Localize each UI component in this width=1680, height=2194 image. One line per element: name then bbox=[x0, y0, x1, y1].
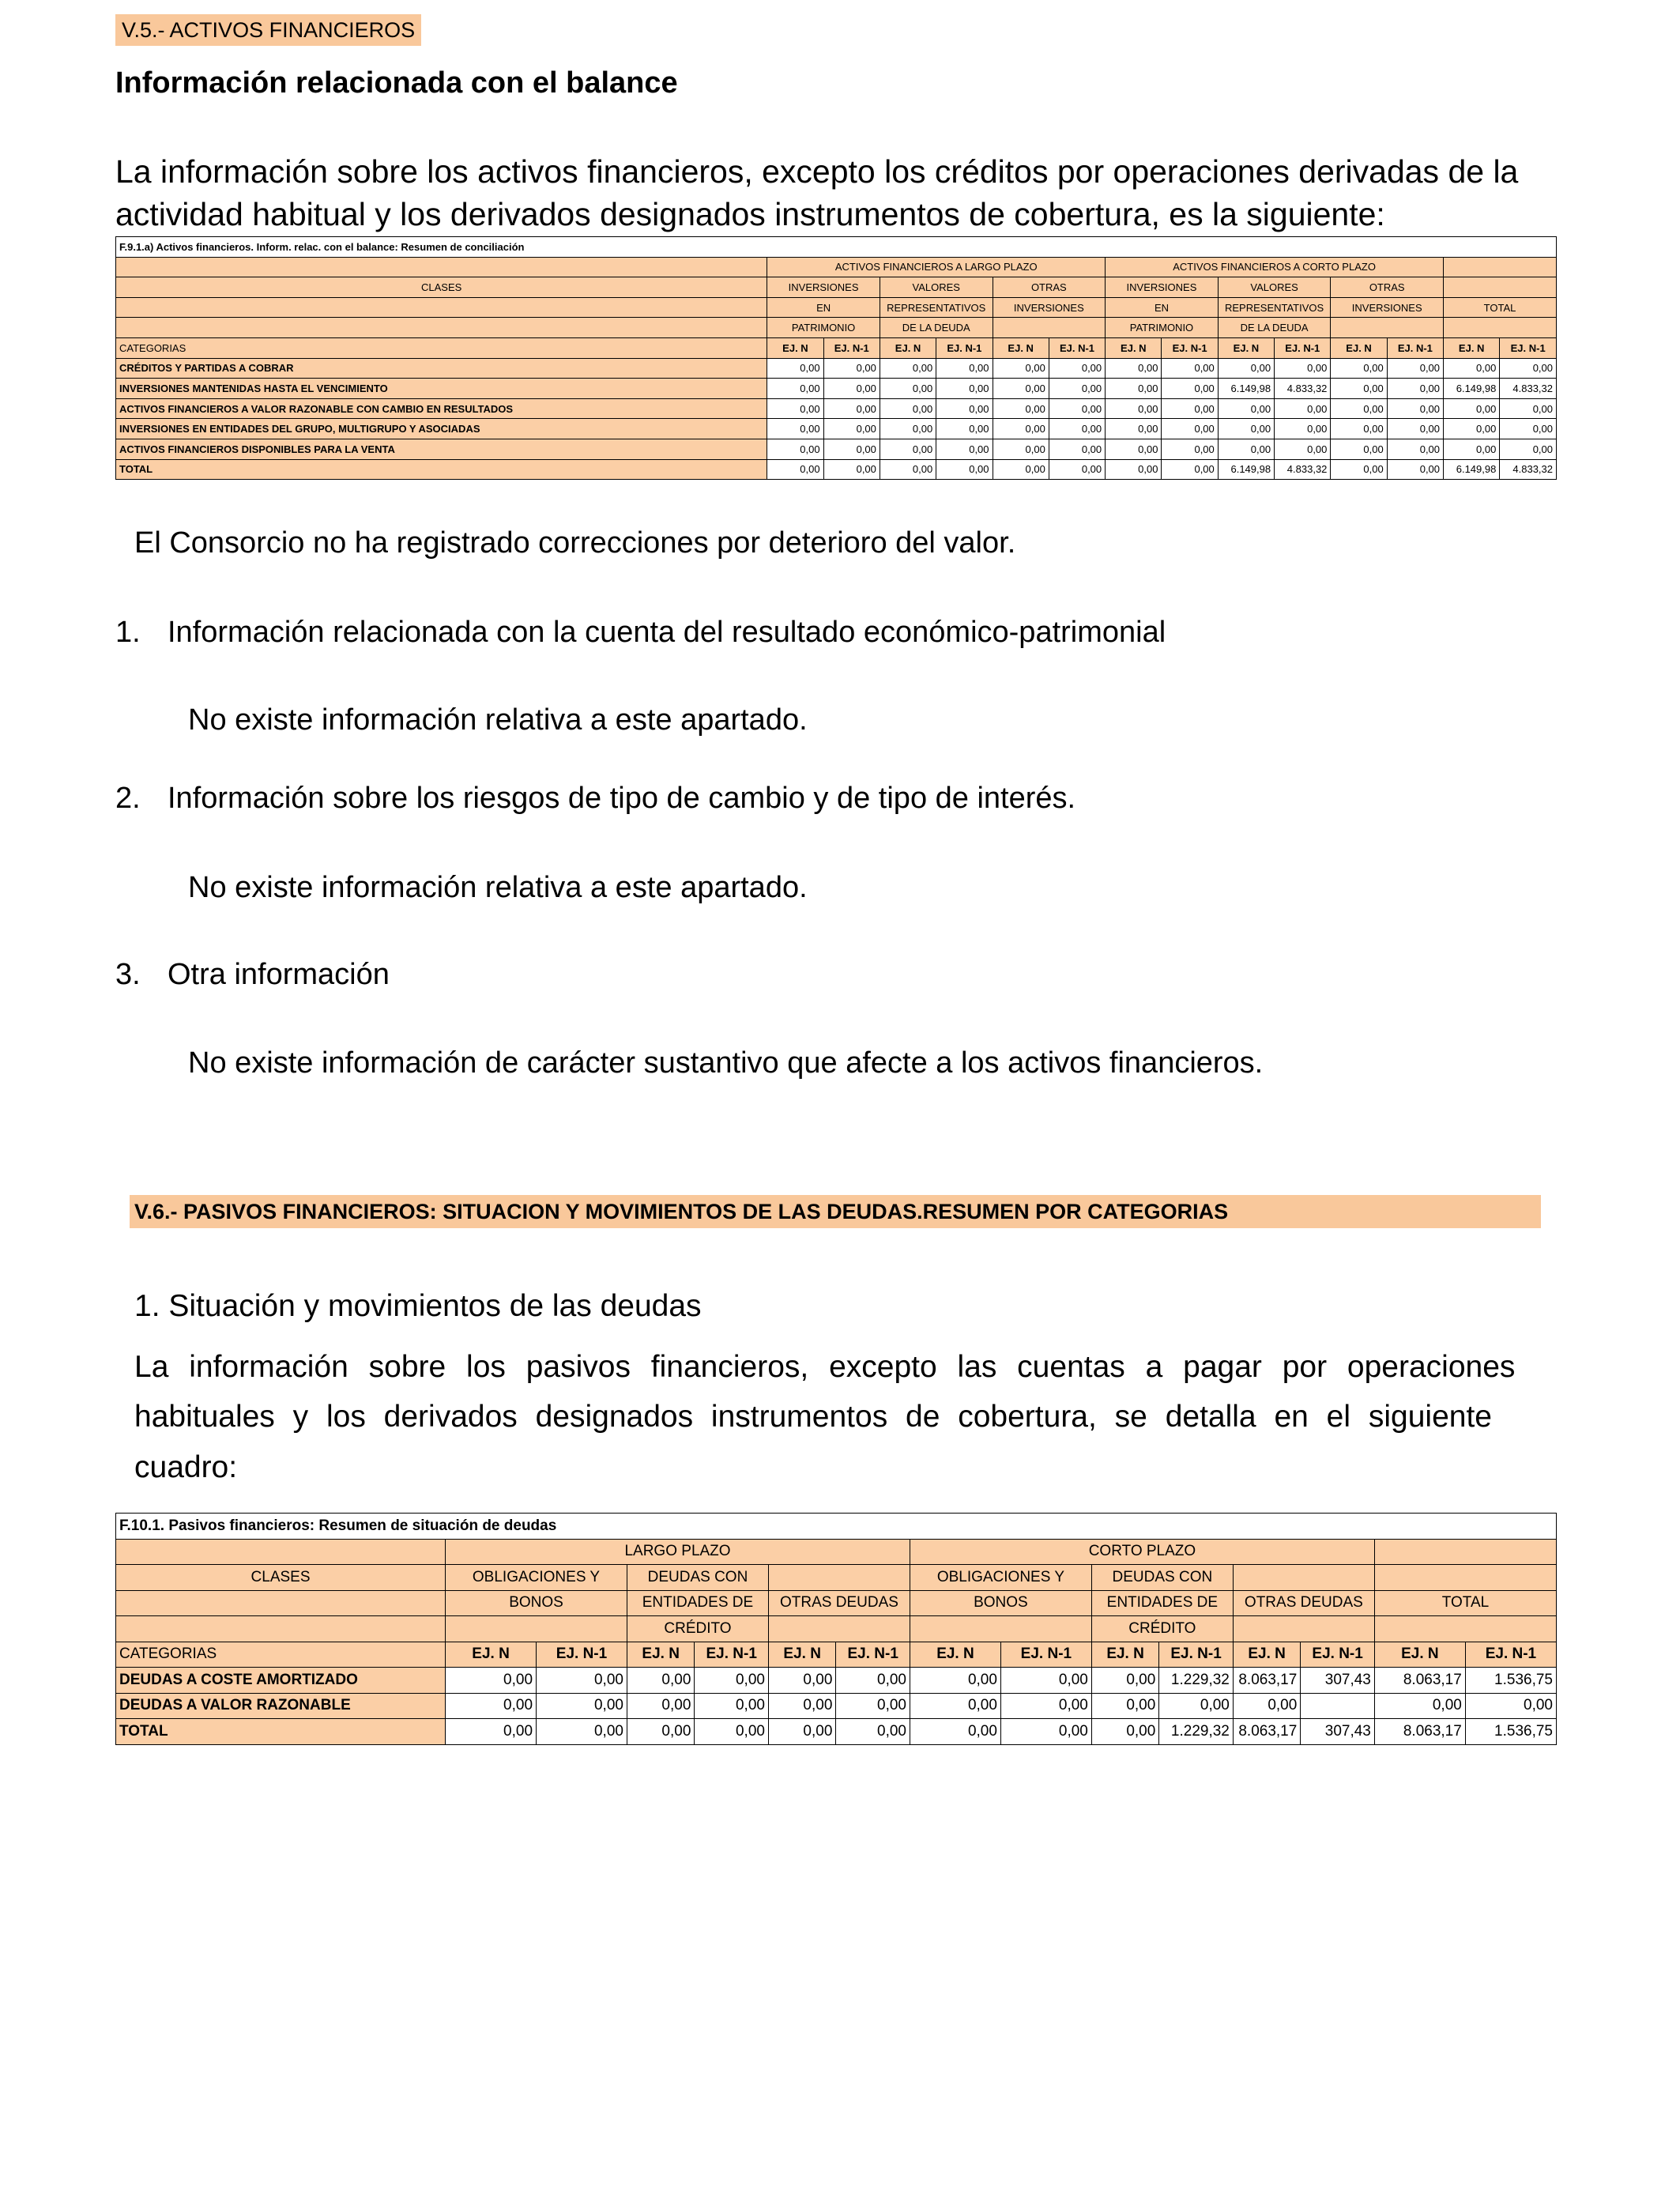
table-cell: 0,00 bbox=[1162, 358, 1218, 379]
hdr-inversiones: INVERSIONES bbox=[1331, 297, 1444, 318]
section-5-subheading: Información relacionada con el balance bbox=[115, 66, 678, 100]
hdr-otras: OTRAS bbox=[1331, 277, 1444, 298]
hdr-de-la-deuda: DE LA DEUDA bbox=[880, 318, 993, 338]
table-cell: 0,00 bbox=[767, 419, 823, 439]
table-cell: 0,00 bbox=[1500, 398, 1557, 419]
table-cell: 0,00 bbox=[993, 459, 1049, 480]
hdr-inversiones: INVERSIONES bbox=[993, 297, 1106, 318]
table-cell: 0,00 bbox=[1331, 459, 1387, 480]
table-cell: 6.149,98 bbox=[1444, 459, 1500, 480]
hdr-ej-n1: EJ. N-1 bbox=[1162, 337, 1218, 358]
table-cell: 0,00 bbox=[768, 1719, 835, 1745]
table-cell: 0,00 bbox=[1218, 419, 1274, 439]
hdr-credito: CRÉDITO bbox=[627, 1616, 768, 1642]
table-row bbox=[116, 358, 1557, 379]
categorias-label: CATEGORIAS bbox=[116, 337, 767, 358]
hdr-deudas-con: DEUDAS CON bbox=[627, 1565, 768, 1591]
hdr-representativos: REPRESENTATIVOS bbox=[880, 297, 993, 318]
hdr-de-la-deuda: DE LA DEUDA bbox=[1218, 318, 1331, 338]
hdr-bonos: BONOS bbox=[446, 1590, 627, 1616]
assets-table bbox=[115, 236, 1557, 480]
table-cell: 0,00 bbox=[627, 1668, 694, 1694]
hdr-ej-n1: EJ. N-1 bbox=[1301, 1642, 1375, 1668]
hdr-valores: VALORES bbox=[880, 277, 993, 298]
table-cell: 0,00 bbox=[1162, 379, 1218, 399]
table-cell: 0,00 bbox=[1444, 398, 1500, 419]
hdr-obligaciones: OBLIGACIONES Y bbox=[910, 1565, 1091, 1591]
table-cell: 0,00 bbox=[910, 1719, 1000, 1745]
row-label: TOTAL bbox=[116, 459, 767, 480]
table-cell: 1.229,32 bbox=[1159, 1719, 1234, 1745]
table-cell: 0,00 bbox=[1218, 439, 1274, 459]
assets-table-caption: F.9.1.a) Activos financieros. Inform. relac. con el balance: Resumen de conciliación bbox=[116, 237, 1557, 258]
table-cell: 0,00 bbox=[1500, 439, 1557, 459]
table-cell: 1.536,75 bbox=[1465, 1668, 1556, 1694]
table-cell: 0,00 bbox=[993, 439, 1049, 459]
table-cell: 0,00 bbox=[1218, 398, 1274, 419]
table-row bbox=[116, 1719, 1557, 1745]
hdr-otras-deudas: OTRAS DEUDAS bbox=[768, 1590, 910, 1616]
table-cell: 0,00 bbox=[1162, 439, 1218, 459]
table-cell: 0,00 bbox=[767, 398, 823, 419]
table-cell: 0,00 bbox=[936, 439, 993, 459]
hdr-patrimonio: PATRIMONIO bbox=[1106, 318, 1219, 338]
row-label: ACTIVOS FINANCIEROS DISPONIBLES PARA LA VENTA bbox=[116, 439, 767, 459]
hdr-en: EN bbox=[1106, 297, 1219, 318]
table-cell: 0,00 bbox=[1049, 379, 1105, 399]
hdr-ej-n1: EJ. N-1 bbox=[695, 1642, 769, 1668]
table-cell: 0,00 bbox=[823, 379, 880, 399]
table-cell: 0,00 bbox=[1000, 1719, 1091, 1745]
table-row bbox=[116, 1668, 1557, 1694]
table-cell: 0,00 bbox=[767, 439, 823, 459]
item-2-number: 2. bbox=[115, 782, 141, 815]
table-cell: 0,00 bbox=[880, 459, 936, 480]
hdr-ej-n1: EJ. N-1 bbox=[537, 1642, 627, 1668]
group-long-term: ACTIVOS FINANCIEROS A LARGO PLAZO bbox=[767, 257, 1106, 277]
table-cell: 6.149,98 bbox=[1218, 459, 1274, 480]
categorias-label: CATEGORIAS bbox=[116, 1642, 446, 1668]
para-line-3: cuadro: bbox=[134, 1450, 238, 1484]
table-cell: 0,00 bbox=[1049, 398, 1105, 419]
table-cell: 0,00 bbox=[1465, 1693, 1556, 1719]
table-cell: 8.063,17 bbox=[1233, 1668, 1300, 1694]
table-cell: 0,00 bbox=[1106, 459, 1162, 480]
table-cell: 0,00 bbox=[1444, 439, 1500, 459]
table-cell: 4.833,32 bbox=[1500, 379, 1557, 399]
table-cell: 0,00 bbox=[537, 1693, 627, 1719]
hdr-ej-n1: EJ. N-1 bbox=[1049, 337, 1105, 358]
hdr-ej-n1: EJ. N-1 bbox=[1387, 337, 1443, 358]
table-cell: 0,00 bbox=[1444, 419, 1500, 439]
table-cell: 0,00 bbox=[1049, 419, 1105, 439]
hdr-otras: OTRAS bbox=[993, 277, 1106, 298]
table-cell: 0,00 bbox=[993, 379, 1049, 399]
table-cell: 0,00 bbox=[1000, 1693, 1091, 1719]
table-cell bbox=[1301, 1693, 1375, 1719]
hdr-ej-n: EJ. N bbox=[767, 337, 823, 358]
table-cell: 0,00 bbox=[695, 1668, 769, 1694]
table-cell: 0,00 bbox=[936, 358, 993, 379]
table-cell: 0,00 bbox=[1331, 398, 1387, 419]
table-cell: 307,43 bbox=[1301, 1668, 1375, 1694]
table-cell: 0,00 bbox=[767, 358, 823, 379]
table-cell: 0,00 bbox=[936, 398, 993, 419]
table-cell: 0,00 bbox=[446, 1668, 537, 1694]
row-label: ACTIVOS FINANCIEROS A VALOR RAZONABLE CON CAMBIO EN RESULTADOS bbox=[116, 398, 767, 419]
para-line-2: habituales y los derivados designados instrumentos de cobertura, se detalla en el siguiente bbox=[134, 1400, 1492, 1434]
section-6-heading: V.6.- PASIVOS FINANCIEROS: SITUACION Y MOVIMIENTOS DE LAS DEUDAS.RESUMEN POR CATEGORIAS bbox=[134, 1200, 1229, 1223]
hdr-ej-n: EJ. N bbox=[1091, 1642, 1158, 1668]
table-cell: 0,00 bbox=[1275, 419, 1331, 439]
table-cell: 0,00 bbox=[1374, 1693, 1465, 1719]
table-cell: 0,00 bbox=[768, 1668, 835, 1694]
hdr-patrimonio: PATRIMONIO bbox=[767, 318, 880, 338]
table-cell: 0,00 bbox=[537, 1668, 627, 1694]
item-3-title: Otra información bbox=[168, 958, 390, 991]
table-cell: 6.149,98 bbox=[1218, 379, 1274, 399]
table-cell: 0,00 bbox=[880, 358, 936, 379]
table-row bbox=[116, 379, 1557, 399]
table-cell: 0,00 bbox=[1049, 358, 1105, 379]
table-cell: 0,00 bbox=[695, 1719, 769, 1745]
hdr-inversiones: INVERSIONES bbox=[767, 277, 880, 298]
table-row bbox=[116, 398, 1557, 419]
table-cell: 0,00 bbox=[1106, 419, 1162, 439]
table-cell: 0,00 bbox=[823, 398, 880, 419]
hdr-otras-deudas: OTRAS DEUDAS bbox=[1233, 1590, 1374, 1616]
hdr-ej-n: EJ. N bbox=[910, 1642, 1000, 1668]
hdr-ej-n1: EJ. N-1 bbox=[823, 337, 880, 358]
table-cell: 0,00 bbox=[880, 439, 936, 459]
table-cell: 0,00 bbox=[1091, 1719, 1158, 1745]
item-2-title: Información sobre los riesgos de tipo de cambio y de tipo de interés. bbox=[168, 782, 1076, 815]
item-3-body: No existe información de carácter sustantivo que afecte a los activos financieros. bbox=[188, 1046, 1264, 1080]
row-label: CRÉDITOS Y PARTIDAS A COBRAR bbox=[116, 358, 767, 379]
table-cell: 0,00 bbox=[993, 419, 1049, 439]
table-row bbox=[116, 459, 1557, 480]
table-cell: 0,00 bbox=[936, 419, 993, 439]
hdr-ej-n: EJ. N bbox=[1218, 337, 1274, 358]
table-cell: 0,00 bbox=[1331, 439, 1387, 459]
table-cell: 307,43 bbox=[1301, 1719, 1375, 1745]
hdr-representativos: REPRESENTATIVOS bbox=[1218, 297, 1331, 318]
hdr-ej-n: EJ. N bbox=[993, 337, 1049, 358]
table-cell: 0,00 bbox=[993, 358, 1049, 379]
table-cell: 0,00 bbox=[695, 1693, 769, 1719]
table-cell: 0,00 bbox=[1233, 1693, 1300, 1719]
liabilities-table bbox=[115, 1513, 1557, 1745]
item-1-title: Información relacionada con la cuenta del resultado económico-patrimonial bbox=[168, 616, 1166, 649]
hdr-ej-n: EJ. N bbox=[446, 1642, 537, 1668]
table-cell: 4.833,32 bbox=[1275, 459, 1331, 480]
group-long-term: LARGO PLAZO bbox=[446, 1539, 910, 1565]
hdr-total: TOTAL bbox=[1444, 297, 1557, 318]
hdr-entidades: ENTIDADES DE bbox=[627, 1590, 768, 1616]
table-cell: 0,00 bbox=[1091, 1668, 1158, 1694]
table-cell: 0,00 bbox=[1387, 419, 1443, 439]
hdr-entidades: ENTIDADES DE bbox=[1091, 1590, 1233, 1616]
table-cell: 1.536,75 bbox=[1465, 1719, 1556, 1745]
hdr-total: TOTAL bbox=[1374, 1590, 1556, 1616]
table-cell: 0,00 bbox=[1331, 358, 1387, 379]
hdr-valores: VALORES bbox=[1218, 277, 1331, 298]
item-1-number: 1. bbox=[115, 616, 141, 649]
hdr-ej-n: EJ. N bbox=[880, 337, 936, 358]
table-cell: 0,00 bbox=[880, 379, 936, 399]
table-cell: 0,00 bbox=[1387, 379, 1443, 399]
hdr-ej-n: EJ. N bbox=[1233, 1642, 1300, 1668]
item-2-body: No existe información relativa a este apartado. bbox=[188, 871, 808, 904]
table-cell: 0,00 bbox=[1500, 419, 1557, 439]
table-cell: 0,00 bbox=[1500, 358, 1557, 379]
table-cell: 0,00 bbox=[1331, 419, 1387, 439]
table-cell: 0,00 bbox=[936, 459, 993, 480]
table-cell: 0,00 bbox=[1162, 459, 1218, 480]
table-cell: 0,00 bbox=[836, 1693, 910, 1719]
table-cell: 0,00 bbox=[1159, 1693, 1234, 1719]
hdr-deudas-con: DEUDAS CON bbox=[1091, 1565, 1233, 1591]
table-row bbox=[116, 1693, 1557, 1719]
hdr-inversiones: INVERSIONES bbox=[1106, 277, 1219, 298]
hdr-ej-n: EJ. N bbox=[1331, 337, 1387, 358]
table-cell: 0,00 bbox=[767, 379, 823, 399]
table-cell: 0,00 bbox=[823, 419, 880, 439]
liabilities-table-caption: F.10.1. Pasivos financieros: Resumen de situación de deudas bbox=[116, 1514, 1557, 1540]
table-row bbox=[116, 419, 1557, 439]
table-cell: 0,00 bbox=[823, 439, 880, 459]
table-cell: 0,00 bbox=[1049, 439, 1105, 459]
table-cell: 8.063,17 bbox=[1233, 1719, 1300, 1745]
table-cell: 8.063,17 bbox=[1374, 1719, 1465, 1745]
table-cell: 0,00 bbox=[1387, 398, 1443, 419]
hdr-en: EN bbox=[767, 297, 880, 318]
table-cell: 6.149,98 bbox=[1444, 379, 1500, 399]
no-deterioro-text: El Consorcio no ha registrado correcciones por deterioro del valor. bbox=[134, 526, 1016, 560]
para-line-1: La información sobre los pasivos financieros, excepto las cuentas a pagar por operaciones bbox=[134, 1350, 1516, 1384]
table-cell: 0,00 bbox=[627, 1693, 694, 1719]
hdr-ej-n: EJ. N bbox=[627, 1642, 694, 1668]
hdr-ej-n1: EJ. N-1 bbox=[836, 1642, 910, 1668]
table-cell: 0,00 bbox=[880, 419, 936, 439]
hdr-ej-n1: EJ. N-1 bbox=[1159, 1642, 1234, 1668]
hdr-ej-n: EJ. N bbox=[1106, 337, 1162, 358]
table-cell: 0,00 bbox=[768, 1693, 835, 1719]
row-label: INVERSIONES EN ENTIDADES DEL GRUPO, MULTIGRUPO Y ASOCIADAS bbox=[116, 419, 767, 439]
hdr-obligaciones: OBLIGACIONES Y bbox=[446, 1565, 627, 1591]
table-cell: 0,00 bbox=[880, 398, 936, 419]
hdr-ej-n: EJ. N bbox=[768, 1642, 835, 1668]
table-cell: 0,00 bbox=[767, 459, 823, 480]
section-5-heading: V.5.- ACTIVOS FINANCIEROS bbox=[115, 14, 421, 46]
hdr-ej-n1: EJ. N-1 bbox=[1275, 337, 1331, 358]
clases-label: CLASES bbox=[116, 277, 767, 298]
item-1-body: No existe información relativa a este apartado. bbox=[188, 703, 808, 737]
table-cell: 0,00 bbox=[1106, 358, 1162, 379]
row-label: DEUDAS A COSTE AMORTIZADO bbox=[116, 1668, 446, 1694]
table-cell: 0,00 bbox=[1275, 358, 1331, 379]
table-cell: 8.063,17 bbox=[1374, 1668, 1465, 1694]
hdr-credito: CRÉDITO bbox=[1091, 1616, 1233, 1642]
table-cell: 0,00 bbox=[823, 459, 880, 480]
table-cell: 0,00 bbox=[1444, 358, 1500, 379]
intro-line-2: actividad habitual y los derivados designados instrumentos de cobertura, es la siguiente: bbox=[115, 196, 1385, 232]
table-cell: 0,00 bbox=[993, 398, 1049, 419]
row-label: TOTAL bbox=[116, 1719, 446, 1745]
table-cell: 0,00 bbox=[910, 1668, 1000, 1694]
hdr-ej-n1: EJ. N-1 bbox=[1465, 1642, 1556, 1668]
table-cell: 0,00 bbox=[1106, 439, 1162, 459]
table-cell: 0,00 bbox=[1331, 379, 1387, 399]
table-cell: 0,00 bbox=[1049, 459, 1105, 480]
table-cell: 0,00 bbox=[446, 1693, 537, 1719]
table-cell: 0,00 bbox=[1000, 1668, 1091, 1694]
table-cell: 4.833,32 bbox=[1275, 379, 1331, 399]
table-cell: 0,00 bbox=[537, 1719, 627, 1745]
group-short-term: CORTO PLAZO bbox=[910, 1539, 1374, 1565]
row-label: INVERSIONES MANTENIDAS HASTA EL VENCIMIENTO bbox=[116, 379, 767, 399]
table-cell: 0,00 bbox=[627, 1719, 694, 1745]
table-cell: 0,00 bbox=[1275, 439, 1331, 459]
table-cell: 0,00 bbox=[1387, 439, 1443, 459]
table-cell: 0,00 bbox=[910, 1693, 1000, 1719]
section-6-heading-bar bbox=[130, 1195, 1541, 1228]
table-cell: 0,00 bbox=[823, 358, 880, 379]
hdr-ej-n: EJ. N bbox=[1444, 337, 1500, 358]
group-short-term: ACTIVOS FINANCIEROS A CORTO PLAZO bbox=[1106, 257, 1444, 277]
table-cell: 0,00 bbox=[1387, 358, 1443, 379]
hdr-ej-n1: EJ. N-1 bbox=[1500, 337, 1557, 358]
table-cell: 4.833,32 bbox=[1500, 459, 1557, 480]
row-label: DEUDAS A VALOR RAZONABLE bbox=[116, 1693, 446, 1719]
hdr-ej-n: EJ. N bbox=[1374, 1642, 1465, 1668]
table-cell: 0,00 bbox=[1106, 379, 1162, 399]
table-cell: 0,00 bbox=[1162, 398, 1218, 419]
section-6-sub: 1. Situación y movimientos de las deudas bbox=[134, 1289, 702, 1323]
clases-label: CLASES bbox=[116, 1565, 446, 1591]
hdr-ej-n1: EJ. N-1 bbox=[936, 337, 993, 358]
table-cell: 0,00 bbox=[936, 379, 993, 399]
table-cell: 0,00 bbox=[446, 1719, 537, 1745]
table-row bbox=[116, 439, 1557, 459]
table-cell: 0,00 bbox=[836, 1719, 910, 1745]
table-cell: 0,00 bbox=[1162, 419, 1218, 439]
table-cell: 0,00 bbox=[1218, 358, 1274, 379]
table-cell: 0,00 bbox=[836, 1668, 910, 1694]
table-cell: 0,00 bbox=[1106, 398, 1162, 419]
table-cell: 1.229,32 bbox=[1159, 1668, 1234, 1694]
hdr-bonos: BONOS bbox=[910, 1590, 1091, 1616]
intro-line-1: La información sobre los activos financieros, excepto los créditos por operaciones derivadas de la bbox=[115, 153, 1519, 190]
table-cell: 0,00 bbox=[1275, 398, 1331, 419]
table-cell: 0,00 bbox=[1091, 1693, 1158, 1719]
table-cell: 0,00 bbox=[1387, 459, 1443, 480]
item-3-number: 3. bbox=[115, 958, 141, 991]
hdr-ej-n1: EJ. N-1 bbox=[1000, 1642, 1091, 1668]
